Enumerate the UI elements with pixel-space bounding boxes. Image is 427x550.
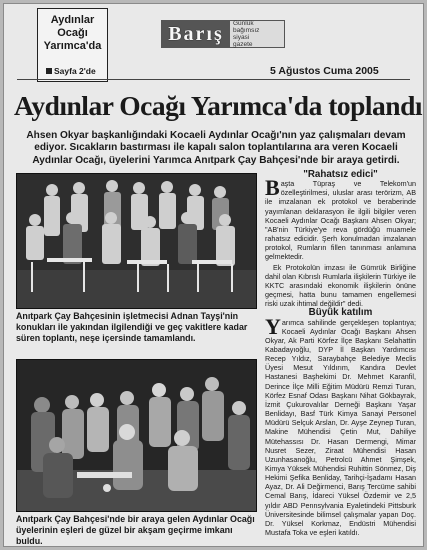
article-lead: Ahsen Okyar başkanlığındaki Kocaeli Aydınlar Ocağı'nın yaz çalışmaları devam ediyor. Sıcakların bastırması ile kapalı salon toplantılarına ara veren Kocaeli Aydınlar Ocağı, üyelerini Yarımca Anıtpark Çay Bahçesi'nde bir araya getirdi. <box>26 130 406 166</box>
square-bullet-icon <box>46 68 52 74</box>
reference-box <box>37 8 108 82</box>
newspaper-logo: Barış <box>162 21 230 47</box>
paragraph-1: Başta Tüpraş ve Telekom'un özelleştirilmesi, uluslar arası terörizm, AB ile imzalanan ek protokol ve beraberinde yayımlanan deklarasyon ile ilgili bilgiler veren Kocaeli Aydınlar Ocağı Başkanı Ahsen Okyar; "AB'nin Türkiye'ye reva gördüğü muamele rahatsız edicidir. Şerh konulmadan imzalanan protokol, Rumların fillen tanınması anlamına gelmektedir. <box>265 175 416 262</box>
subhead-buyuk-katilim: Büyük katılım <box>308 307 373 319</box>
article-column <box>265 170 416 537</box>
group-photo-women <box>16 359 257 512</box>
masthead <box>161 20 285 48</box>
photo2-caption: Anıtpark Çay Bahçesi'nde bir araya gelen Aydınlar Ocağı üyelerinin eşleri de güzel bir akşam geçirme imkanı buldu. <box>16 514 255 546</box>
newspaper-page <box>3 3 424 547</box>
reference-headline: Aydınlar Ocağı Yarımca'da <box>43 14 102 52</box>
group-photo-men <box>16 173 257 309</box>
dateline: 5 Ağustos Cuma 2005 <box>270 65 379 77</box>
group-photo-women-image <box>17 360 257 512</box>
page-reference: Sayfa 2'de <box>46 66 96 76</box>
subhead-rahatsiz: "Rahatsız edici" <box>303 169 378 180</box>
paragraph-3: Yarımca sahilinde gerçekleşen toplantıya; Kocaeli Aydınlar Ocağı Başkanı Ahsen Okyar, Ak Parti Körfez İlçe Başkanı Selahattin Kabadayıoğlu, DYP İl Başkan Yardımcısı Recep Yıldız, Saraybahçe Belediye Meclis Üyesi Mesut Yıldırım, Kandıra Devlet Hastanesi Başhekimi Dr. Mehmet Karanfil, Derince İlçe Milli Eğitim Müdürü Remzi Turan, Körfez Esnaf Odası Başkanı Nihat Gökbayrak, İzmit Çukurovalılar Derneği Başkanı Yaşar Benlidayı, Basf Türk Kimya Sanayi Personel Müdürü Selçuk Arslan, Dr. Ayşe Zeynep Turan, Makine Mühendisi Çetin Mut, Dahiliye Mütehassısı Dr. Hasan Dermengi, Mimar Nusret Sezer, Ziraat Mühendisi Hasan Uzunhasanoğlu, Petrolcü Ahmet Şimşek, Kimya Yüksek Mühendisi Ruhittin Sönmez, Diş Hekimi Şefika Benliday, Tarihçi-İşadamı Hasan Ayaz, Dr. Ali Değirmenci, Barış Tercüme sahibi Cemal Barış, İdareci Yüksel Özdemir ve 2,5 yıldır ABD Pennsylvania Eyaletindeki Pittsburk Üniversitesinde bilimsel çalışmalar yapan Doç. Dr. Yüksel Korkmaz, Endüstri Mühendisi Mustafa Toka ve eşleri katıldı. <box>265 313 416 538</box>
masthead-tagline: Günlük bağımsız siyasi gazete <box>233 20 260 48</box>
article-headline: Aydınlar Ocağı Yarımca'da toplandı <box>14 90 423 121</box>
divider-rule <box>17 79 410 80</box>
paragraph-2: Ek Protokolün imzası ile Gümrük Birliğine dahil olan Kıbrıslı Rumlarla ilişkilerin Türkiye ile KKTC arasındaki ekonomik ilişkilerin önüne geçmesi, hatta bunu tamamen engellemesi riski uzak ihtimal değildir" dedi. <box>265 262 416 309</box>
photo1-caption: Anıtpark Çay Bahçesinin işletmecisi Adnan Tayşi'nin konukları ile yakından ilgilendiği ve geç vakitlere kadar süren toplantı, neşe içersinde tamamlandı. <box>16 311 248 343</box>
group-photo-men-image <box>17 174 257 309</box>
